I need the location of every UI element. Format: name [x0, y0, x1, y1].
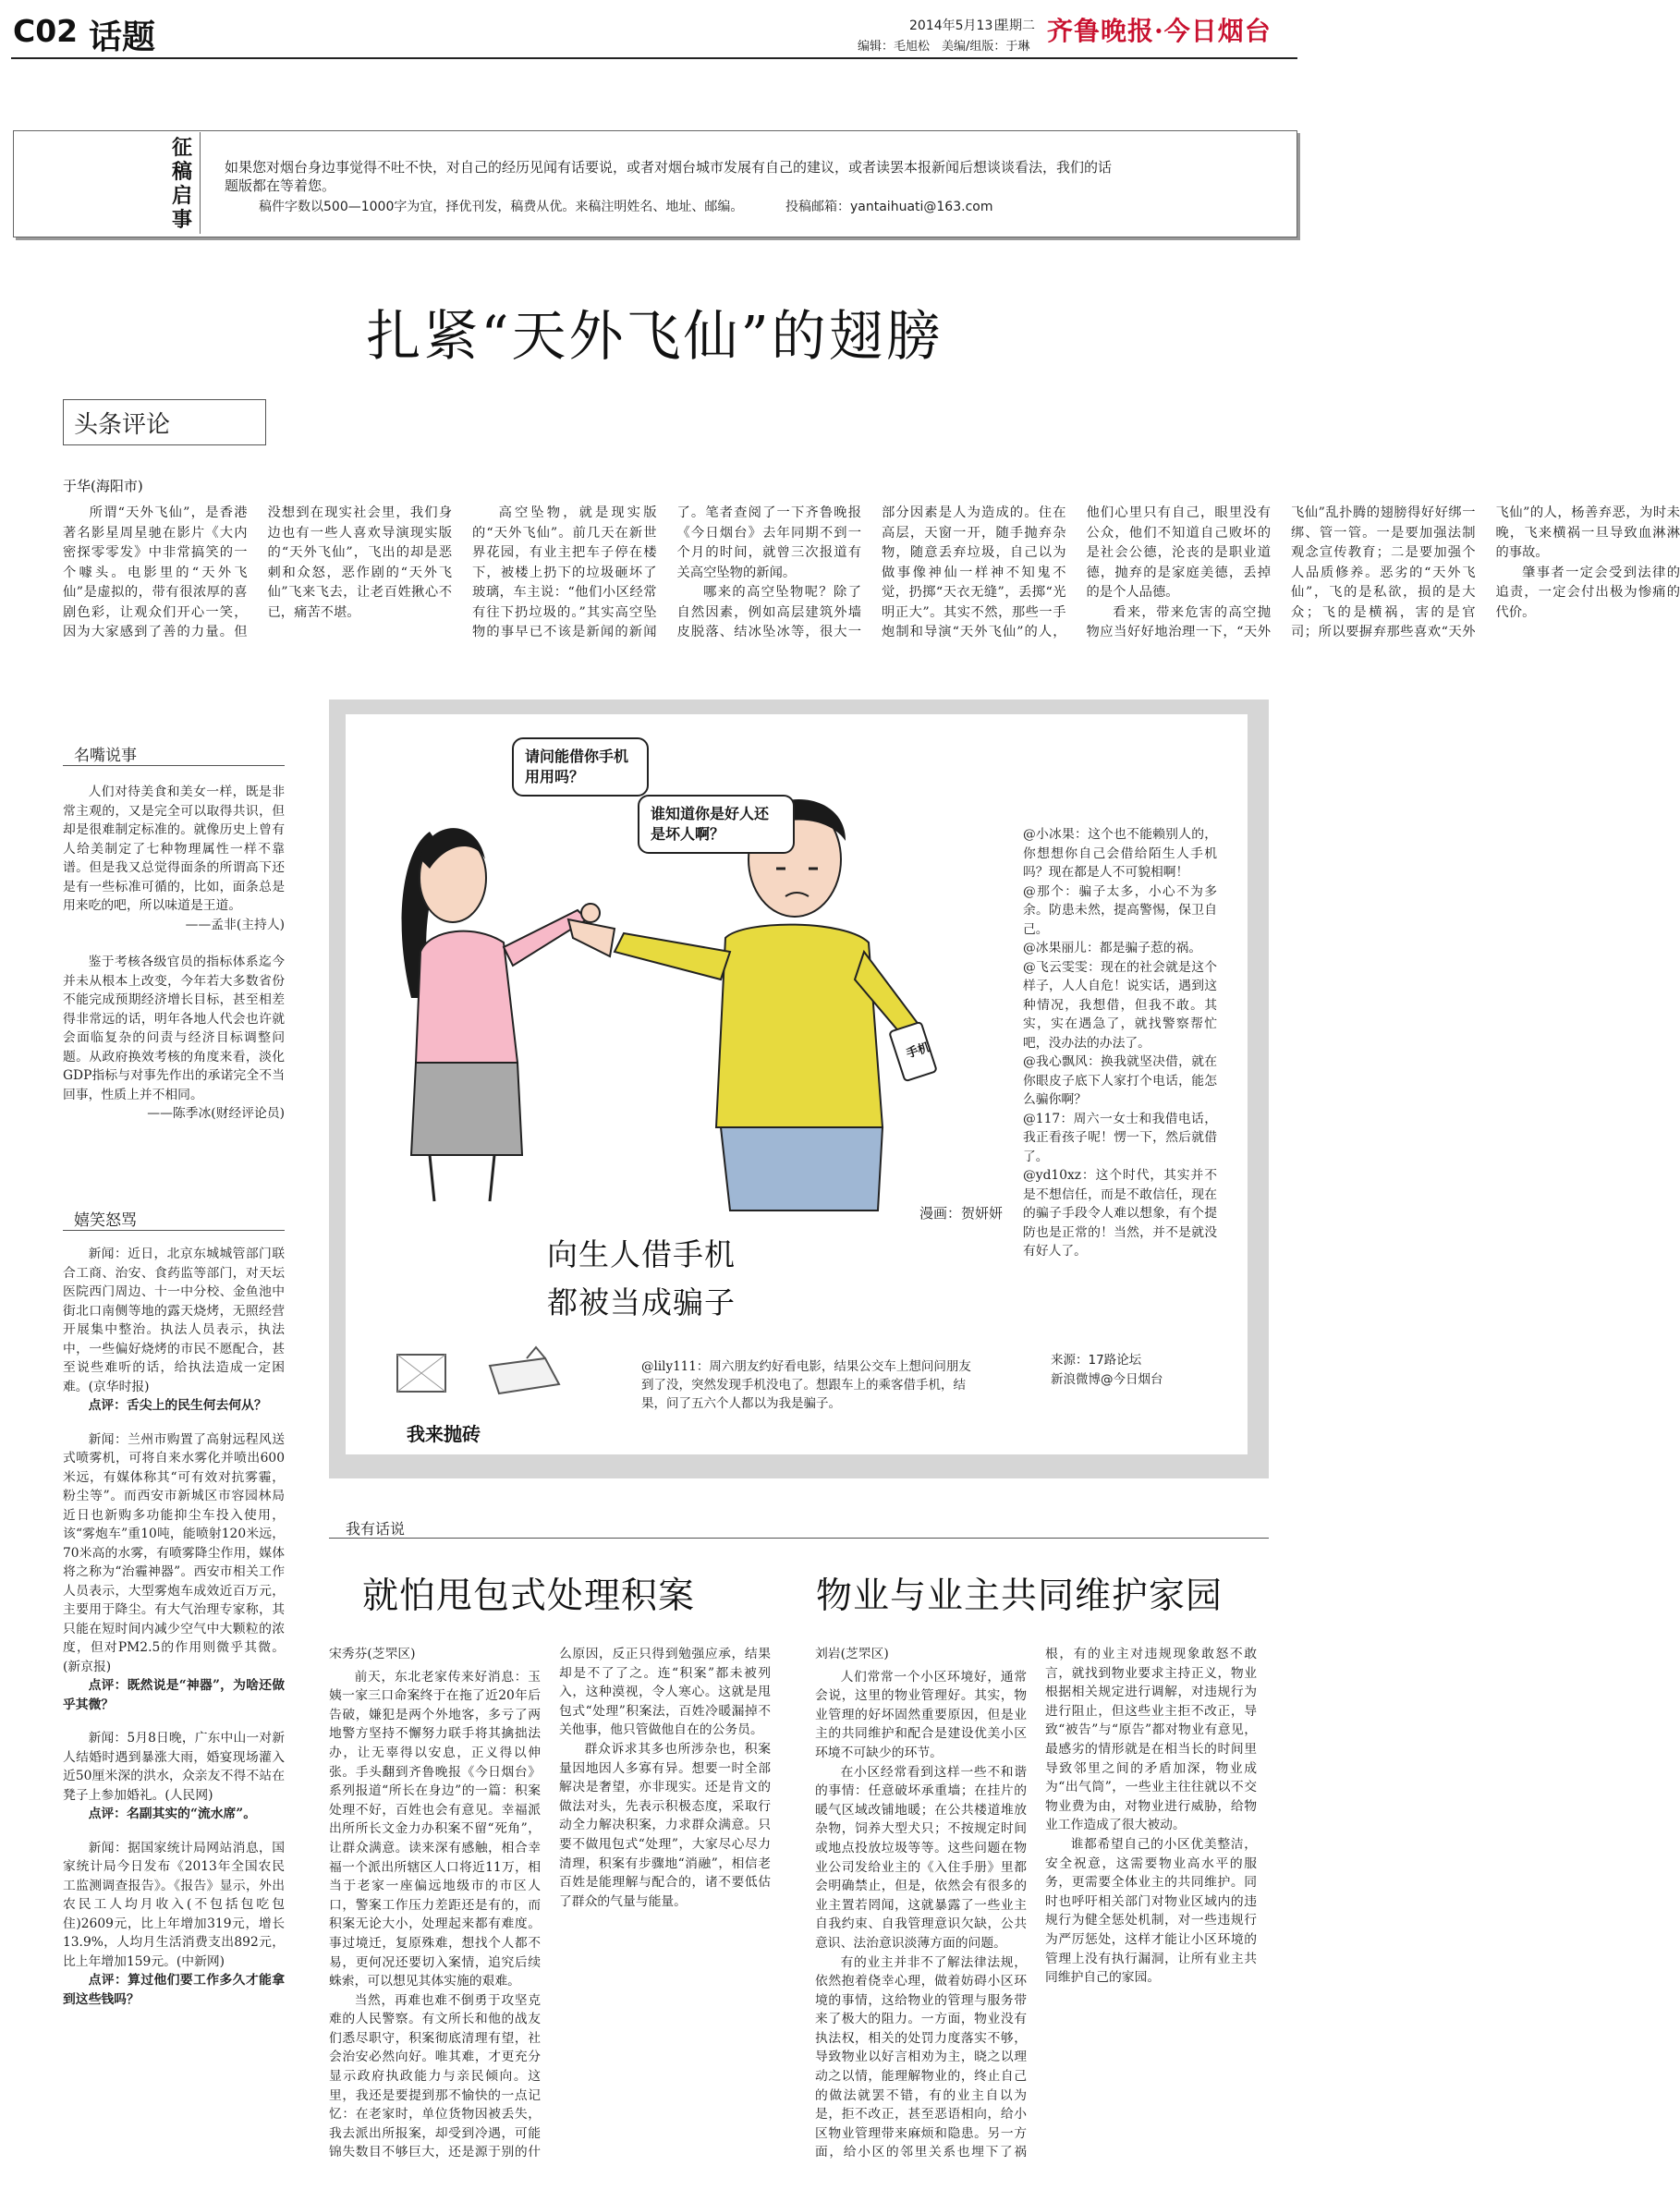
headline: 扎紧“天外飞仙”的翅膀 — [366, 304, 943, 368]
man-figure — [568, 799, 937, 1210]
xixiao-c1: 点评：舌尖上的民生何去何从？ — [88, 1398, 267, 1413]
right-p3: 有的业主并非不了解法律法规，依然抱着侥幸心理，做着妨碍小区环境的事情，这给物业的管理与服务带来了极大的阻力。一方面，物业没有执法权，相关的处罚力度落实不够，导致物业以好言相劝为主，晓之以理动之以情，能理解物业的，终止自己的做法就罢不错，有的业主自以为是，拒不改正，甚至恶语相向，给小区物业管理带来麻烦和隐患。另一方面，给小区的邻里关系也埋下了祸根，有的业主对违规现象敢怒不敢言，就找到物业要求主持正义，物业根据相关规定进行调解，对违规行为进行阻止，但这些业主拒不改正，导致“被告”与“原告”都对物业有意见，最感劣的情形就是在相当长的时间里导致邻里之间的矛盾加深，物业成为“出气筒”，一些业主往往就以不交物业费为由，对物业进行威胁，给物业工作造成了很大被动。 — [815, 1647, 1257, 2160]
woyou-tag: 我有话说 — [346, 1520, 406, 1538]
xixiao-c2: 点评：既然说是“神器”，为啥还做乎其微？ — [63, 1678, 285, 1712]
right-p2: 在小区经常看到这样一些不和谐的事情：任意破坏承重墙；在挂片的暖气区域改铺地暖；在公共楼道堆放杂物，饲养大型犬只；不按规定时间或地点投放垃圾等等。这些问题在物业公司发给业主的《入住手册》里都会明确禁止，但是，依然会有很多的业主置若罔闻，这就暴露了一些业主自我约束、自我管理意识欠缺，公共意识、法治意识淡薄方面的问题。 — [815, 1764, 1027, 1951]
weibo-comment: @117：周六一女士和我借电话，我正看孩子呢！愣一下，然后就借了。 — [1023, 1111, 1217, 1164]
mingzui-sig1: ——孟非(主持人) — [185, 917, 285, 932]
speech-bubble-man: 谁知道你是好人还是坏人啊？ — [638, 795, 795, 854]
main-article-body — [63, 504, 1680, 651]
main-p4: 看来，带来危害的高空抛物应当好好地治理一下，“天外飞仙”乱扑腾的翅膀得好好绑一绑、管一管。一是要加强法制观念宣传教育；二是要加强个人品质修养。恶劣的“天外飞仙”，飞的是私欲，损的是大众；飞的是横祸，害的是官司；所以要摒弃那些喜欢“天外飞仙”的人，杨善弃恶，为时未晚，飞来横祸一旦导致血淋淋的事故。 — [1086, 505, 1680, 639]
source-1: 来源：17路论坛 — [1051, 1353, 1142, 1368]
stamp-label: 我来抛砖 — [407, 1423, 481, 1445]
source-2: 新浪微博@今日烟台 — [1051, 1372, 1163, 1387]
xixiao-rule — [63, 1230, 285, 1231]
notice-tag-text: 征稿启事 — [172, 137, 193, 232]
mingzui-rule — [63, 765, 285, 766]
notice-line1: 如果您对烟台身边事觉得不吐不快，对自己的经历见闻有话要说，或者对烟台城市发展有自己的建议，或者读罢本报新闻后想谈谈看法，我们的话题版都在等着您。 — [225, 159, 1113, 194]
mingzui-p1: 人们对待美食和美女一样，既是非常主观的，又是完全可以取得共识，但却是很难制定标准的。就像历史上曾有人给美制定了七种物理属性一样不靠谱。但是我又总觉得面条的所谓高下还是有一些标准可循的，比如，面条总是用来吃的吧，所以味道是王道。 — [63, 785, 285, 913]
xixiao-n3: 新闻：5月8日晚，广东中山一对新人结婚时遇到暴涨大雨，婚宴现场灌入近50厘米深的洪水，众亲友不得不站在凳子上参加婚礼。(人民网) — [63, 1731, 285, 1803]
xixiao-n2: 新闻：兰州市购置了高射远程风送式喷雾机，可将自来水雾化并喷出600米远，有媒体称其“可有效对抗雾霾，粉尘等”。而西安市新城区市容园林局近日也新购多功能抑尘车投入使用，该“雾炮车”重10吨，能喷射120米远，70米高的水雾，有喷雾降尘作用，媒体将之称为“治霾神器”。西安市相关工作人员表示，大型雾炮车成效近百万元，主要用于降尘。有大气治理专家称，其只能在短时间内减少空气中大颗粒的浓度，但对PM2.5的作用则微乎其微。(新京报) — [63, 1431, 285, 1674]
xixiao-tag: 嬉笑怒骂 — [74, 1211, 137, 1230]
weibo-comment: @那个：骗子太多，小心不为多余。防患未然，提高警惕，保卫自己。 — [1023, 883, 1217, 937]
right-article-title: 物业与业主共同维护家园 — [816, 1575, 1223, 1617]
weibo-comment: @小冰果：这个也不能赖别人的，你想想你自己会借给陌生人手机吗？现在都是人不可貌相啊！ — [1023, 827, 1217, 880]
right-p4: 谁都希望自己的小区优美整洁，安全祝意，这需要物业高水平的服务，更需要全体业主的共同维护。同时也呼吁相关部门对物业区域内的违规行为健全惩处机制，对一些违规行为严厉惩处，这样才能让小区环境的管理上没有执行漏洞，让所有业主共同维护自己的家园。 — [1045, 1836, 1257, 1986]
cartoon-credit: 漫画：贺妍妍 — [919, 1205, 1004, 1222]
section-title: 话题 — [89, 18, 156, 56]
left-p3: 群众诉求其多也所涉杂也，积案量因地因人多寡有异。想要一时全部解决是奢望，亦非现实。还是肯文的做法对头，先表示积极态度，采取行动全力解决积案，力求群众满意。只要不做甩包式“处理”，大家尽心尽力清理，积案有步骤地“消融”，相信老百姓是能理解与配合的，诸不要低估了群众的气量与能量。 — [559, 1741, 771, 1909]
mingzui-body — [63, 783, 285, 1124]
weibo-comments — [1023, 825, 1217, 1261]
cartoon-title-1: 向生人借手机 — [547, 1236, 736, 1272]
mingzui-sig2: ——陈季冰(财经评论员) — [147, 1106, 285, 1121]
left-p2: 当然，再难也难不倒勇于攻坚克难的人民警察。有文所长和他的战友们悉尽职守，积案彻底清理有望，社会治安必然向好。唯其难，才更充分显示政府执政能力与亲民倾向。这里，我还是要提到那不愉快的一点记忆：在老家时，单位货物因被丢失，我去派出所报案，却受到冷遇，可能锦失数目不够巨大，还是源于别的什么原因，反正只得到勉强应承，结果却是不了了之。连“积案”都未被列入，这种漠视，令人寒心。这就是甩包式“处理”积案法，百姓冷暖漏掉不关他事，他只管做他自在的公务员。 — [329, 1647, 771, 2160]
author: 于华(海阳市) — [63, 478, 143, 494]
header-date: 2014年5月13日 — [909, 18, 1006, 33]
weibo-comment: @yd10xz：这个时代，其实并不是不想信任，而是不敢信任，现在的骗子手段令人难以想象，有个提防也是正常的！当然，并不是就没有好人了。 — [1023, 1168, 1217, 1259]
weibo-comment: @飞云雯雯：现在的社会就是这个样子，人人自危！说实话，遇到这种情况，我想借，但我不敢。其实，实在遇急了，就找警察帮忙吧，没办法的办法了。 — [1023, 959, 1217, 1051]
xixiao-c4: 点评：算过他们要工作多久才能拿到这些钱吗？ — [63, 1973, 285, 2007]
mingzui-p2: 鉴于考核各级官员的指标体系迄今并未从根本上改变，今年若大多数省份不能完成预期经济增长目标，甚至相差得非常远的话，明年各地人代会也许就会面临复杂的问责与经济目标调整问题。从政府换效考核的角度来看，淡化GDP指标与对事先作出的承诺完全不当回事，性质上并不相同。 — [63, 955, 285, 1102]
right-author: 刘岩(芝罘区) — [815, 1647, 889, 1661]
xixiao-n4: 新闻：据国家统计局网站消息，国家统计局今日发布《2013年全国农民工监测调查报告》。《报告》显示，外出农民工人均月收入(不包括包吃包住)2609元，比上年增加319元，增长13.9%，人均月生活消费支出892元，比上年增加159元。(中新网) — [63, 1840, 285, 1969]
page-number: C02 — [13, 13, 79, 49]
main-body-top — [305, 399, 1271, 499]
stamp-quote: @lily111：周六朋友约好看电影，结果公交车上想问问朋友到了没，突然发现手机没电了。想跟车上的乘客借手机，结果，问了五六个人都以为我是骗子。 — [641, 1359, 971, 1411]
right-p1: 人们常常一个小区环境好，通常会说，这里的物业管理好。其实，物业管理的好坏固然重要原因，但是业主的共同维护和配合是建设优美小区环境不可缺少的环节。 — [815, 1669, 1027, 1760]
woyou-rule — [329, 1538, 1269, 1539]
main-p3: 哪来的高空坠物呢？除了自然因素，例如高层建筑外墙皮脱落、结冰坠冰等，很大一部分因素是人为造成的。住在高层，天窗一开，随手抛弃杂物，随意丢弃垃圾，自己以为做事像神仙一样神不知鬼不觉，扔掷“天衣无缝”，丢掷“光明正大”。其实不然，那些一手炮制和导演“天外飞仙”的人，他们心里只有自己，眼里没有公众，他们不知道自己败坏的是社会公德，沦丧的是职业道德，抛弃的是家庭美德，丢掉的是个人品德。 — [676, 505, 1271, 639]
main-p1: 所谓“天外飞仙”，是香港著名影星周星驰在影片《大内密探零零发》中非常搞笑的一个噱头。电影里的“天外飞仙”是虚拟的，带有很浓厚的喜剧色彩，让观众们开心一笑，因为大家感到了善的力量。但没想到在现实社会里，我们身边也有一些人喜欢导演现实版的“天外飞仙”，飞出的却是恶刺和众怒，恶作剧的“天外飞仙”飞来飞去，让老百姓揪心不已，痛苦不堪。 — [63, 505, 452, 639]
main-p2: 高空坠物，就是现实版的“天外飞仙”。前几天在新世界花园，有业主把车子停在楼下，被楼上扔下的垃圾砸坏了玻璃，车主说：“他们小区经常有往下扔垃圾的。”其实高空坠物的事早已不该是新闻的新闻了。笔者查阅了一下齐鲁晚报《今日烟台》去年同期不到一个月的时间，就曾三次报道有关高空坠物的新闻。 — [472, 505, 861, 639]
phone-label: 手机 — [904, 1040, 932, 1062]
column-tag: 头条评论 — [74, 411, 171, 439]
notice-email: 投稿邮箱：yantaihuati@163.com — [785, 200, 993, 214]
brand-logo: 齐鲁晚报·今日烟台 — [1047, 16, 1272, 46]
cartoon-title-2: 都被当成骗子 — [547, 1284, 736, 1320]
weibo-comment: @冰果丽儿：都是骗子惹的祸。 — [1023, 941, 1202, 955]
xixiao-c3: 点评：名副其实的“流水席”。 — [88, 1807, 257, 1821]
speech-bubble-woman: 请问能借你手机用用吗？ — [512, 737, 649, 797]
header-editors: 编辑：毛旭松 美编/组版：于琳 — [858, 40, 1030, 54]
left-author: 宋秀芬(芝罘区) — [329, 1647, 416, 1661]
header-rule — [11, 57, 1297, 59]
notice-line2: 稿件字数以500—1000字为宜，择优刊发，稿费从优。来稿注明姓名、地址、邮编。 — [259, 200, 744, 214]
xixiao-body — [63, 1245, 285, 2009]
brick-illustration — [388, 1347, 573, 1421]
left-article-body — [329, 1645, 771, 2181]
header-weekday: 星期二 — [996, 18, 1035, 33]
main-p5: 肇事者一定会受到法律的追责，一定会付出极为惨痛的代价。 — [1495, 565, 1680, 620]
mingzui-tag: 名嘴说事 — [74, 747, 137, 765]
right-article-body — [815, 1645, 1257, 2181]
xixiao-n1: 新闻：近日，北京东城城管部门联合工商、治安、食药监等部门，对天坛医院西门周边、十一中分校、金鱼池中街北口南侧等地的露天烧烤，无照经营开展集中整治。执法人员表示，执法中，一些偏好烧烤的市民不愿配合，甚至说些难听的话，给执法造成一定困难。(京华时报) — [63, 1247, 285, 1394]
woman-figure — [402, 828, 600, 1201]
weibo-comment: @我心飘风：换我就坚决借，就在你眼皮子底下人家打个电话，能怎么骗你啊？ — [1023, 1054, 1217, 1107]
left-article-title: 就怕甩包式处理积案 — [362, 1575, 696, 1617]
left-p1: 前天，东北老家传来好消息：玉姨一家三口命案终于在拖了近20年后告破，嫌犯是两个外地客，多亏了两地警方坚持不懈努力联手将其擒拙法办，让无辜得以安息，正义得以伸张。手头翻到齐鲁晚报《今日烟台》系列报道“所长在身边”的一篇：积案处理不好，百姓也会有意见。幸福派出所所长文金力办积案不留“死角”，让群众满意。读来深有感触，相合幸福一个派出所辖区人口将近11万，相当于老家一座偏远地级市的市区人口，警案工作压力差距还是有的，而积案无论大小，处理起来都有难度。事过境迁，复原殊难，想找个人都不易，更何况还要切入案情，追究后续蛛索，可以想见其体实施的艰难。 — [329, 1669, 541, 1989]
